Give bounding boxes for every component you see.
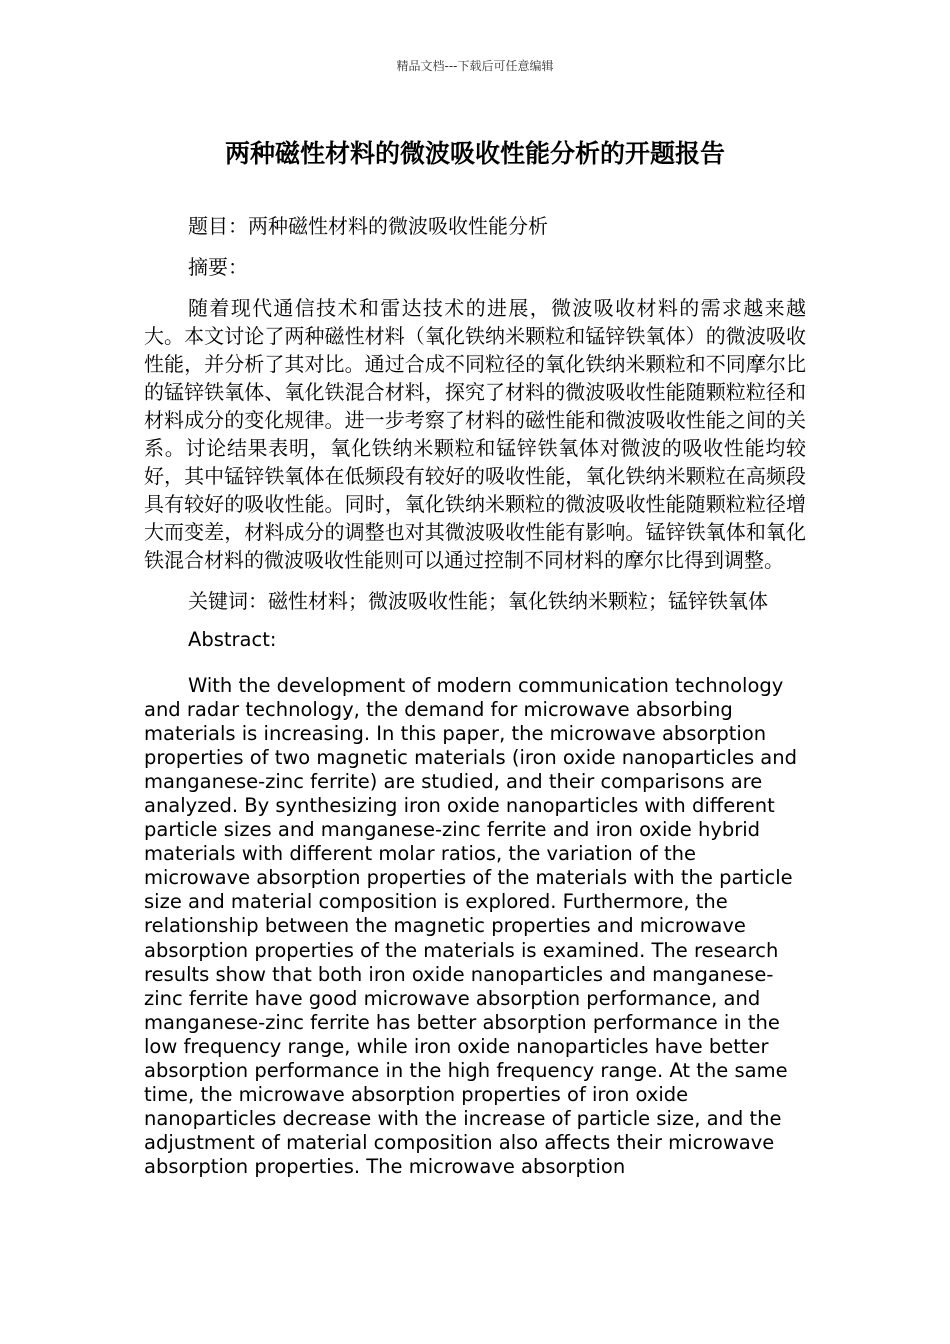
abstract-cn-paragraph: 随着现代通信技术和雷达技术的进展，微波吸收材料的需求越来越大。本文讨论了两种磁性材料（氧化铁纳米颗粒和锰锌铁氧体）的微波吸收性能，并分析了其对比。通过合成不同粒径的氧化铁纳米颗粒和不同摩尔比的锰锌铁氧体、氧化铁混合材料，探究了材料的微波吸收性能随颗粒粒径和材料成分的变化规律。进一步考察了材料的磁性能和微波吸收性能之间的关系。讨论结果表明，氧化铁纳米颗粒和锰锌铁氧体对微波的吸收性能均较好，其中锰锌铁氧体在低频段有较好的吸收性能，氧化铁纳米颗粒在高频段具有较好的吸收性能。同时，氧化铁纳米颗粒的微波吸收性能随颗粒粒径增大而变差，材料成分的调整也对其微波吸收性能有影响。锰锌铁氧体和氧化铁混合材料的微波吸收性能则可以通过控制不同材料的摩尔比得到调整。 (144, 296, 806, 572)
page-header: 精品文档---下载后可任意编辑 (396, 59, 554, 73)
abstract-en-paragraph: With the development of modern communication technology and radar technology, the demand for microwave absorbing materials is increasing. In this paper, the microwave absorption properties of two magnetic materials (iron oxide nanoparticles and manganese-zinc ferrite) are studied, and their comparisons are analyzed. By synthesizing iron oxide nanoparticles with different particle sizes and manganese-zinc ferrite and iron oxide hybrid materials with different molar ratios, the variation of the microwave absorption properties of the materials with the particle size and material composition is explored. Furthermore, the relationship between the magnetic properties and microwave absorption properties of the materials is examined. The research results show that both iron oxide nanoparticles and manganese-zinc ferrite have good microwave absorption performance, and manganese-zinc ferrite has better absorption performance in the low frequency range, while iron oxide nanoparticles have better absorption performance in the high frequency range. At the same time, the microwave absorption properties of iron oxide nanoparticles decrease with the increase of particle size, and the adjustment of material composition also affects their microwave absorption properties. The microwave absorption (144, 673, 797, 1179)
subject-line: 题目：两种磁性材料的微波吸收性能分析 (188, 214, 548, 238)
abstract-label-cn: 摘要： (188, 255, 248, 279)
abstract-label-en: Abstract: (188, 628, 277, 651)
keywords-line: 关键词：磁性材料；微波吸收性能；氧化铁纳米颗粒；锰锌铁氧体 (188, 589, 768, 613)
document-body (144, 212, 806, 1199)
document-title: 两种磁性材料的微波吸收性能分析的开题报告 (224, 139, 725, 168)
